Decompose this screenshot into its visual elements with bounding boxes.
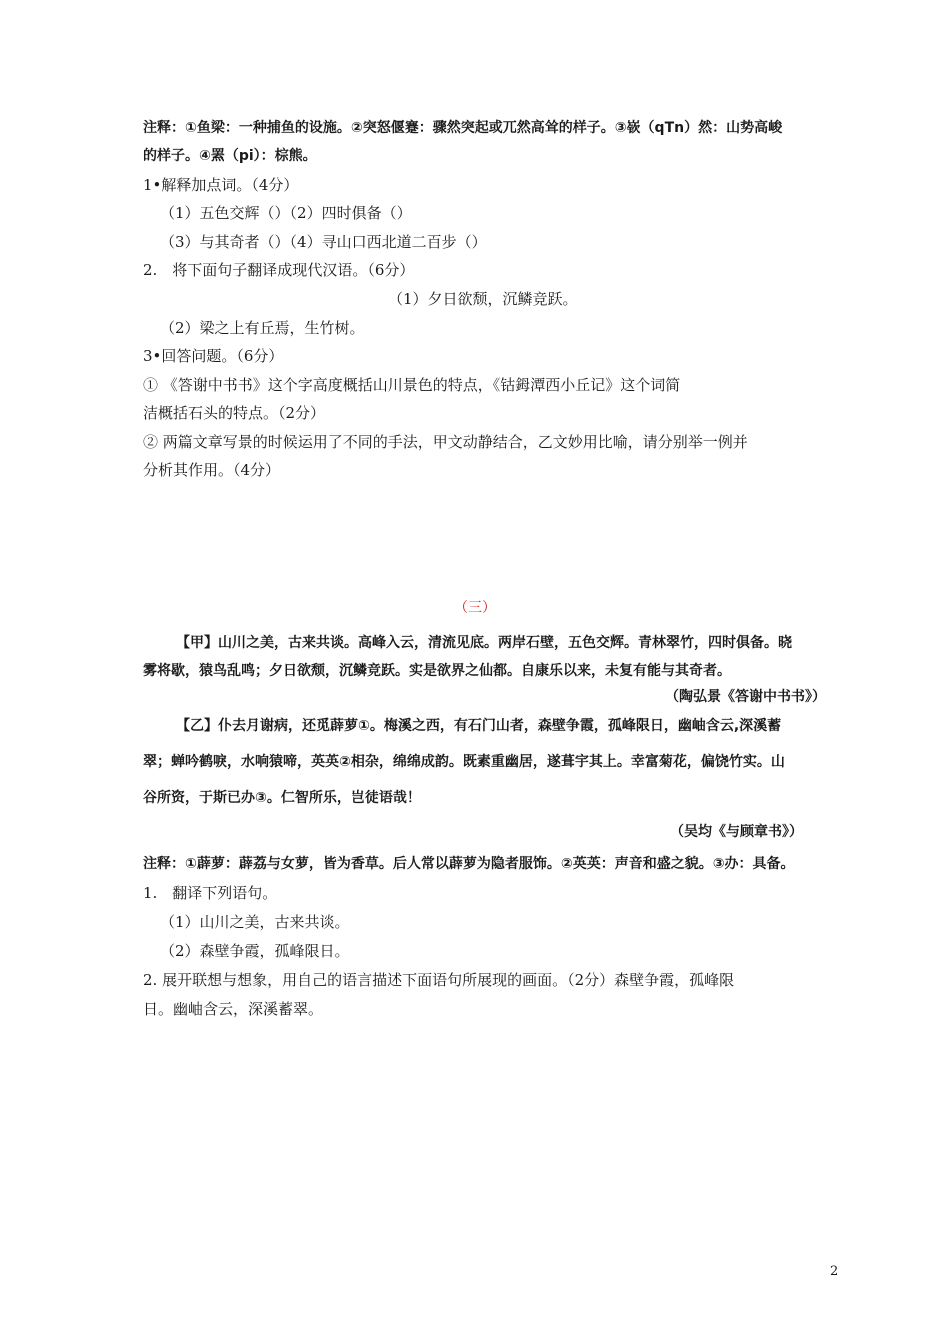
question-3-item-1-b: 洁概括石头的特点。（2分） xyxy=(143,404,326,422)
part3-question-1-item-1: （1）山川之美，古来共谈。 xyxy=(160,913,350,931)
question-3-item-2-b: 分析其作用。（4分） xyxy=(143,461,281,479)
page-number: 2 xyxy=(830,1264,839,1279)
passage-yi-source: （吴均《与顾章书》） xyxy=(670,824,803,840)
question-1-items-b: （3）与其奇者（）（4）寻山口西北道二百步（） xyxy=(160,233,487,251)
question-2-item-1: （1）夕日欲颓，沉鳞竞跃。 xyxy=(388,290,578,308)
part3-question-1-title: 1. 翻译下列语句。 xyxy=(143,884,278,902)
question-1-title: 1•解释加点词。（4分） xyxy=(143,176,299,194)
passage-jia-line-1: 【甲】山川之美，古来共谈。高峰入云，清流见底。两岸石壁，五色交辉。青林翠竹，四时俱备。晓 xyxy=(176,635,792,651)
note-line-1: 注释：①鱼梁：一种捕鱼的设施。②突怒偃蹇：骤然突起或兀然高耸的样子。③嵚（qTn）然：山势高峻 xyxy=(143,120,783,136)
note-line-2: 的样子。④罴（pi）：棕熊。 xyxy=(143,148,317,164)
part3-question-2-line-1: 2. 展开联想与想象，用自己的语言描述下面语句所展现的画面。（2分）森壁争霞，孤峰限 xyxy=(143,971,735,989)
part3-question-2-line-2: 日。幽岫含云，深溪蓄翠。 xyxy=(143,1000,324,1018)
question-3-item-1-a: ① 《答谢中书书》这个字高度概括山川景色的特点，《钴鉧潭西小丘记》这个词简 xyxy=(143,376,681,394)
section-heading: （三） xyxy=(454,600,496,616)
question-2-title: 2. 将下面句子翻译成现代汉语。（6分） xyxy=(143,261,415,279)
passage-yi-line-2: 翠；蝉吟鹤唳，水响猿啼，英英②相杂，绵绵成韵。既素重幽居，遂葺宇其上。幸富菊花，偏饶竹实。山 xyxy=(143,754,785,770)
passage-yi-line-1: 【乙】仆去月谢病，还觅薜萝①。梅溪之西，有石门山者，森壁争霞，孤峰限日，幽岫含云,深溪蓄 xyxy=(176,718,782,734)
question-3-title: 3•回答问题。（6分） xyxy=(143,347,284,365)
part3-question-1-item-2: （2）森壁争霞，孤峰限日。 xyxy=(160,942,350,960)
question-1-items-a: （1）五色交辉（）（2）四时俱备（） xyxy=(160,204,412,222)
passage-yi-line-3: 谷所资，于斯已办③。仁智所乐，岂徒语哉！ xyxy=(143,790,421,806)
passage-note: 注释：①薜萝：薜荔与女萝，皆为香草。后人常以薜萝为隐者服饰。②英英：声音和盛之貌。③办：具备。 xyxy=(143,856,795,872)
passage-jia-line-2: 雾将歇，猿鸟乱鸣；夕日欲颓，沉鳞竞跃。实是欲界之仙都。自康乐以来，未复有能与其奇者。 xyxy=(143,663,731,679)
question-2-item-2: （2）梁之上有丘焉，生竹树。 xyxy=(160,319,365,337)
question-3-item-2-a: ② 两篇文章写景的时候运用了不同的手法，甲文动静结合，乙文妙用比喻，请分别举一例并 xyxy=(143,433,748,451)
passage-jia-source: （陶弘景《答谢中书书》） xyxy=(665,689,826,705)
